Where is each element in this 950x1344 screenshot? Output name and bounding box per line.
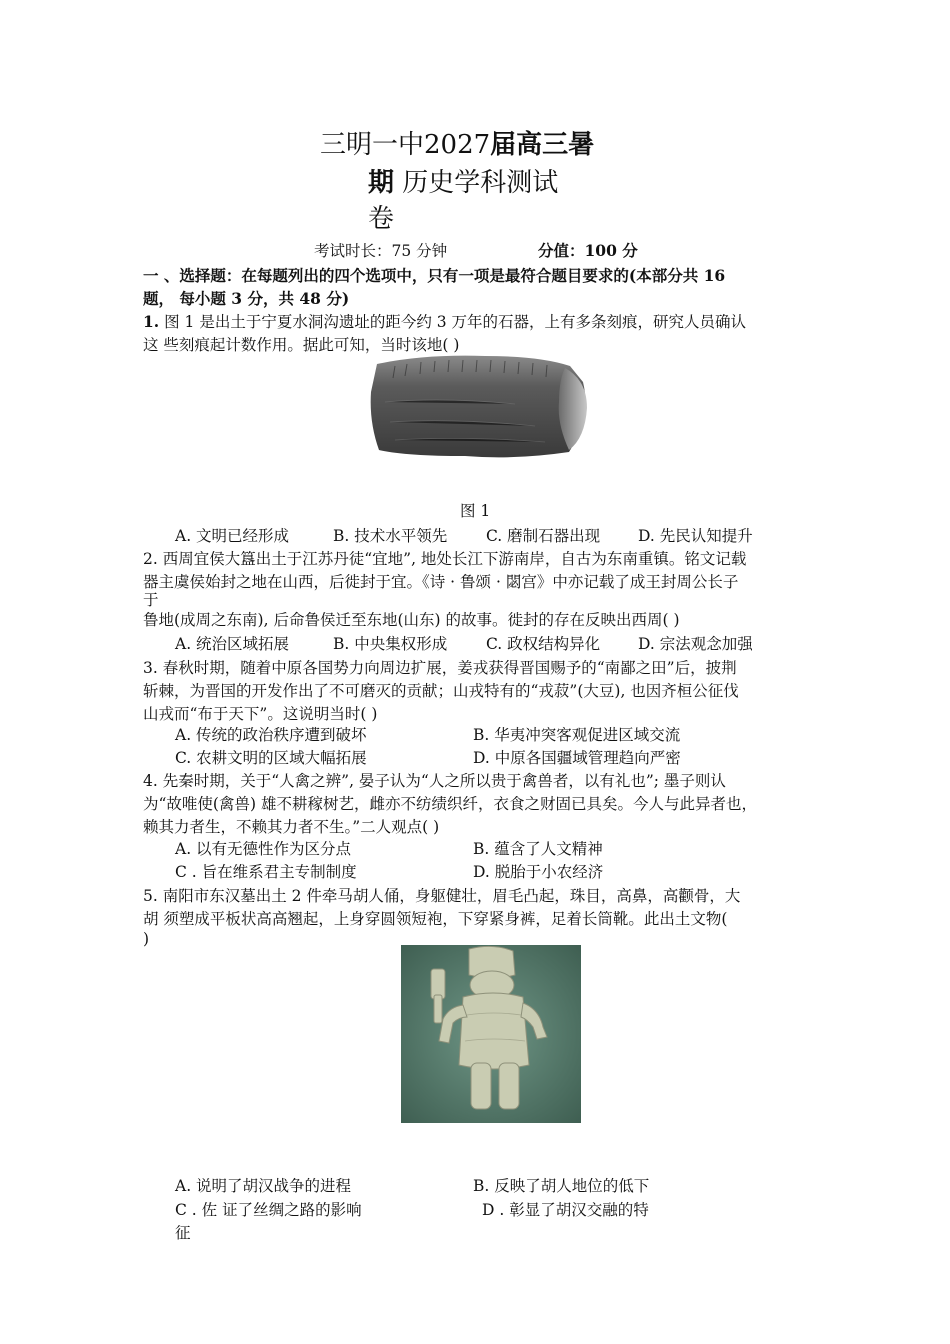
- q4-line1: 4. 先秦时期，关于“人禽之辨”, 晏子认为“人之所以贵于禽兽者，以有礼也”; 墨子则认: [143, 772, 726, 790]
- q4-option-c[interactable]: C . 旨在维系君主专制制度: [175, 863, 357, 881]
- q4-line2: 为“故唯使(禽兽) 雄不耕稼树艺，雌亦不纺绩织纤，衣食之财固已具矣。今人与此异者也，: [143, 795, 757, 813]
- q1-option-a[interactable]: A. 文明已经形成: [175, 527, 290, 545]
- q1-number: 1.: [143, 312, 160, 331]
- q1-option-b[interactable]: B. 技术水平领先: [333, 527, 448, 545]
- q5-option-d[interactable]: D . 彰显了胡汉交融的特: [482, 1201, 649, 1219]
- section1-line1: 一 、选择题：在每题列出的四个选项中，只有一项是最符合题目要求的(本部分共 16: [143, 266, 726, 285]
- q4-option-a[interactable]: A. 以有无德性作为区分点: [175, 840, 352, 858]
- q1-option-d[interactable]: D. 先民认知提升: [638, 527, 753, 545]
- title-line2-b: 历史学科测试: [402, 168, 559, 198]
- q3-line2: 斩棘，为晋国的开发作出了不可磨灭的贡献；山戎特有的“戎菽”(大豆), 也因齐桓公征伐: [143, 682, 739, 700]
- q2-option-b[interactable]: B. 中央集权形成: [333, 635, 448, 653]
- exam-duration: 考试时长：75 分钟: [314, 242, 448, 260]
- q2-line1: 2. 西周宜侯大簋出土于江苏丹徒“宜地”, 地处长江下游南岸，自古为东南重镇。铭文记载: [143, 550, 747, 568]
- stone-tool-image: [365, 352, 590, 462]
- hu-figurine-image: [401, 945, 581, 1123]
- q3-line1: 3. 春秋时期，随着中原各国势力向周边扩展，姜戎获得晋国赐予的“南鄙之田”后，披荆: [143, 659, 737, 677]
- q2-option-a[interactable]: A. 统治区域拓展: [175, 635, 290, 653]
- q5-option-a[interactable]: A. 说明了胡汉战争的进程: [175, 1177, 352, 1195]
- title-line2: [368, 166, 558, 200]
- q2-line4: 鲁地(成周之东南), 后命鲁侯迁至东地(山东) 的故事。徙封的存在反映出西周( ): [143, 611, 680, 629]
- q2-option-d[interactable]: D. 宗法观念加强: [638, 635, 753, 653]
- q5-option-b[interactable]: B. 反映了胡人地位的低下: [473, 1177, 650, 1195]
- title-line2-a: 期: [368, 168, 395, 198]
- q1-line1: [143, 311, 746, 333]
- q3-option-b[interactable]: B. 华夷冲突客观促进区域交流: [473, 726, 681, 744]
- q5-option-c[interactable]: C . 佐 证了丝绸之路的影响: [175, 1201, 362, 1219]
- title-line1-a: 三明一中2027: [320, 130, 491, 160]
- q3-option-d[interactable]: D. 中原各国疆域管理趋向严密: [473, 749, 681, 767]
- q2-line2: 器主虞侯始封之地在山西，后徙封于宜。《诗 · 鲁颂 · 閟宫》中亦记载了成王封周公长子: [143, 573, 739, 591]
- q3-option-a[interactable]: A. 传统的政治秩序遭到破坏: [175, 726, 367, 744]
- title-line1: [320, 128, 594, 162]
- q4-line3: 赖其力者生，不赖其力者不生。”二人观点( ): [143, 818, 440, 836]
- q2-line3: 于: [143, 591, 159, 609]
- q1-option-c[interactable]: C. 磨制石器出现: [486, 527, 601, 545]
- q1-line2: 这 些刻痕起计数作用。据此可知，当时该地( ): [143, 336, 460, 354]
- exam-score: 分值：100 分: [538, 241, 638, 260]
- q1-text: 图 1 是出土于宁夏水洞沟遗址的距今约 3 万年的石器，上有多条刻痕，研究人员确认: [164, 313, 747, 331]
- title-line1-b: 届高三暑: [490, 130, 595, 160]
- q5-option-d-wrap: 征: [175, 1224, 191, 1242]
- q3-option-c[interactable]: C. 农耕文明的区域大幅拓展: [175, 749, 367, 767]
- q2-option-c[interactable]: C. 政权结构异化: [486, 635, 601, 653]
- q5-line3: ): [143, 930, 150, 948]
- q4-option-b[interactable]: B. 蕴含了人文精神: [473, 840, 603, 858]
- section1-line2: 题， 每小题 3 分，共 48 分): [143, 289, 350, 308]
- q3-line3: 山戎而“布于天下”。这说明当时( ): [143, 705, 378, 723]
- q4-option-d[interactable]: D. 脱胎于小农经济: [473, 863, 604, 881]
- title-line3: 卷: [368, 204, 395, 234]
- figure1-caption: 图 1: [460, 502, 491, 520]
- q5-line1: 5. 南阳市东汉墓出土 2 件牵马胡人俑，身躯健壮，眉毛凸起，珠目，高鼻，高颧骨，大: [143, 887, 741, 905]
- q5-line2: 胡 须塑成平板状高高翘起，上身穿圆领短袍，下穿紧身裤，足着长筒靴。此出土文物(: [143, 910, 728, 928]
